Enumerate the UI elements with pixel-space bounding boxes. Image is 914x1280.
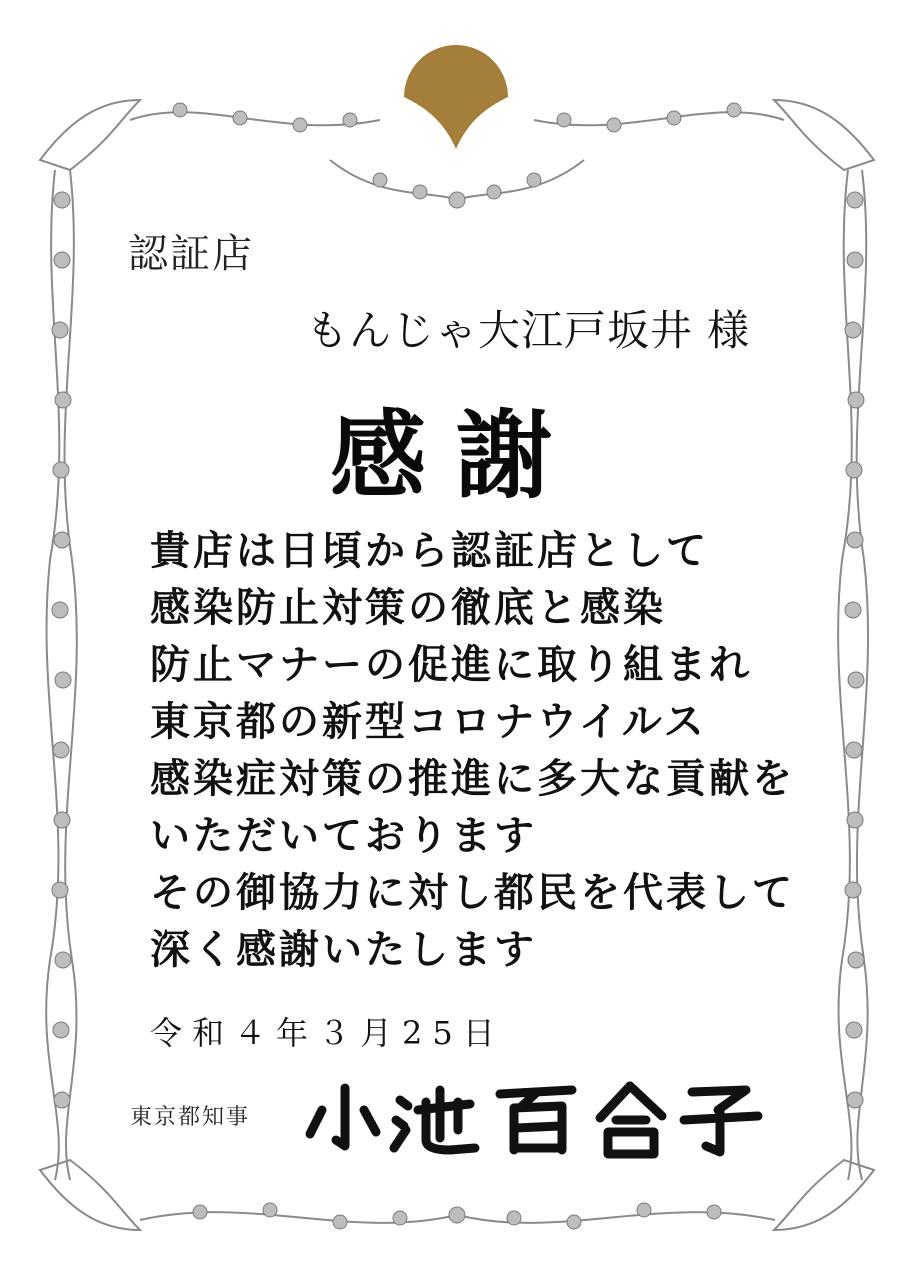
body-line: 東京都の新型コロナウイルス: [150, 698, 707, 745]
body-line: いただいております: [150, 812, 537, 859]
certificate-body: [150, 522, 795, 978]
recipient-honorific: 様: [707, 306, 751, 355]
certificate-main-title: 感謝: [330, 400, 582, 512]
issue-date: 令和４年３月25日: [150, 1014, 505, 1052]
body-line: 深く感謝いたします: [150, 926, 537, 973]
body-line: 感染症対策の推進に多大な貢献を: [150, 755, 795, 802]
body-line: その御協力に対し都民を代表して: [150, 869, 795, 916]
recipient: [306, 298, 750, 358]
body-line: 防止マナーの促進に取り組まれ: [150, 641, 752, 688]
body-line: 貴店は日頃から認証店として: [150, 527, 709, 574]
signer-title: 東京都知事: [130, 1105, 251, 1130]
certified-store-label: 認証店: [128, 231, 254, 277]
recipient-name: もんじゃ大江戸坂井: [306, 306, 694, 355]
governor-signature: [300, 1080, 770, 1160]
tokyo-ginkgo-emblem: [400, 45, 512, 153]
body-line: 感染防止対策の徹底と感染: [150, 584, 666, 631]
